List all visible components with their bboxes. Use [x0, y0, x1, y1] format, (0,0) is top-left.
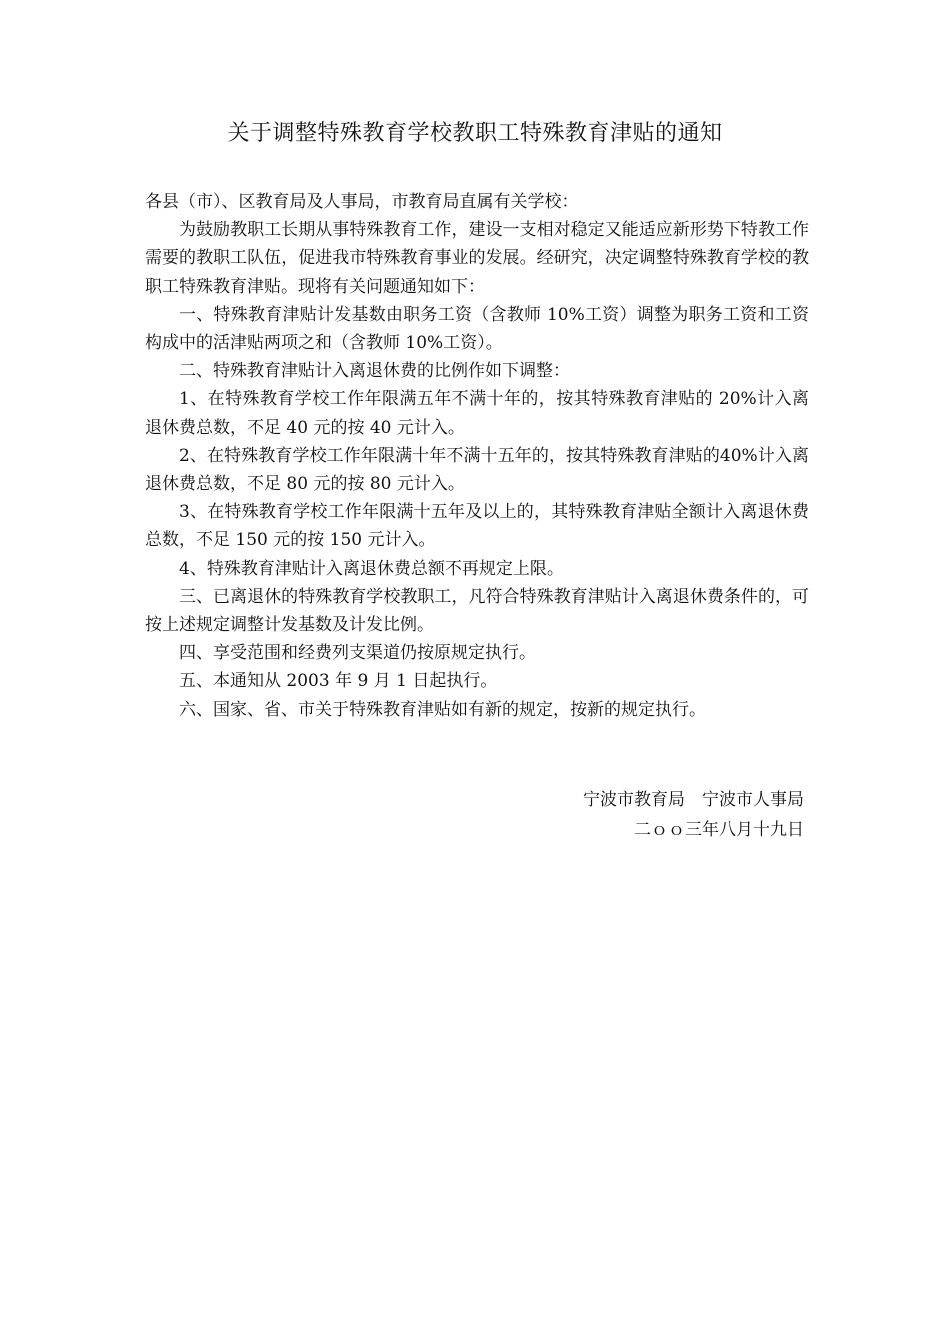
signature-issuers: 宁波市教育局 宁波市人事局: [583, 790, 804, 810]
paragraph-item-5: 五、本通知从 2003 年 9 月 1 日起执行。: [179, 671, 498, 692]
paragraph-item-6: 六、国家、省、市关于特殊教育津贴如有新的规定，按新的规定执行。: [179, 699, 706, 720]
document-body: [145, 188, 809, 724]
paragraph-item-3: 三、已离退休的特殊教育学校教职工，凡符合特殊教育津贴计入离退休费条件的，可按上述规定调整计发基数及计发比例。: [145, 586, 809, 636]
signature-block: [400, 785, 804, 845]
salutation: 各县（市）、区教育局及人事局，市教育局直属有关学校：: [145, 192, 579, 212]
paragraph-item-1: 一、特殊教育津贴计发基数由职务工资（含教师 10%工资）调整为职务工资和工资构成中的活津贴两项之和（含教师 10%工资）。: [145, 304, 809, 354]
paragraph-item-4: 四、享受范围和经费列支渠道仍按原规定执行。: [179, 643, 536, 664]
paragraph-subitem-1: 1、在特殊教育学校工作年限满五年不满十年的，按其特殊教育津贴的 20%计入离退休费总数，不足 40 元的按 40 元计入。: [145, 389, 809, 438]
paragraph-item-2: 二、特殊教育津贴计入离退休费的比例作如下调整：: [179, 361, 570, 382]
signature-date: 二ｏｏ三年八月十九日: [634, 820, 804, 840]
paragraph-subitem-4: 4、特殊教育津贴计入离退休费总额不再规定上限。: [179, 558, 564, 579]
document-title: 关于调整特殊教育学校教职工特殊教育津贴的通知: [227, 121, 723, 146]
paragraph-subitem-2: 2、在特殊教育学校工作年限满十年不满十五年的，按其特殊教育津贴的40%计入离退休费总数，不足 80 元的按 80 元计入。: [145, 445, 809, 495]
paragraph-intro: 为鼓励教职工长期从事特殊教育工作，建设一支相对稳定又能适应新形势下特教工作需要的教职工队伍，促进我市特殊教育事业的发展。经研究，决定调整特殊教育学校的教职工特殊教育津贴。现将有关问题通知如下：: [145, 220, 809, 297]
paragraph-subitem-3: 3、在特殊教育学校工作年限满十五年及以上的，其特殊教育津贴全额计入离退休费总数，不足 150 元的按 150 元计入。: [145, 502, 809, 551]
